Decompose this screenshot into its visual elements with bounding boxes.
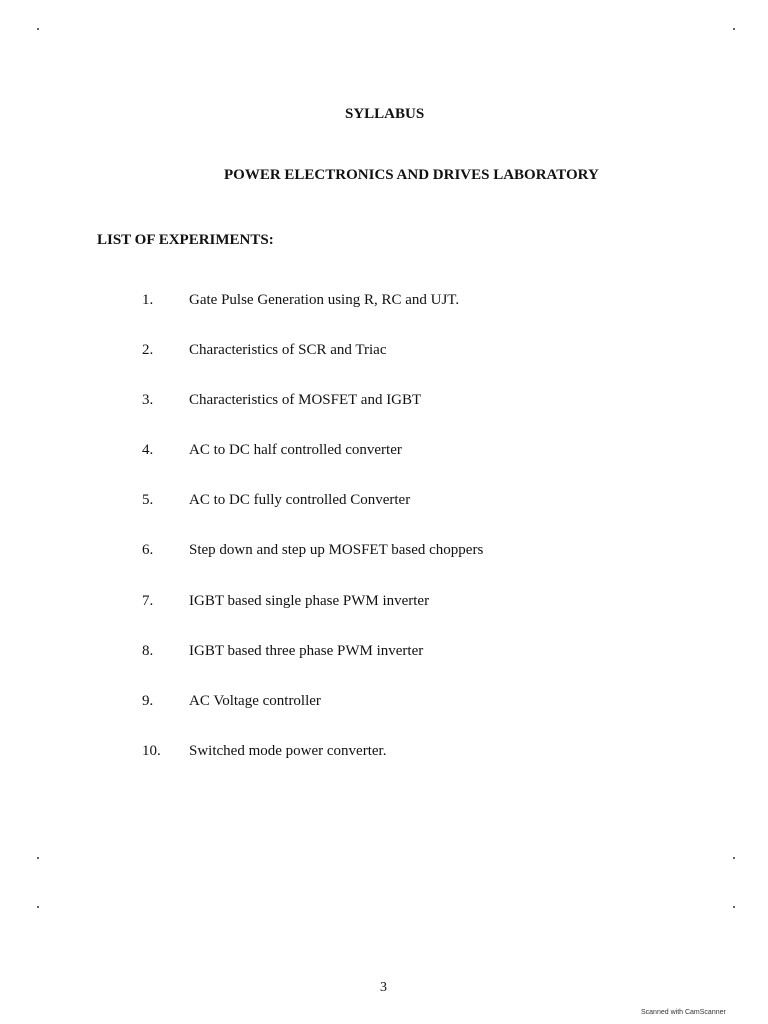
item-number: 5. <box>142 492 154 508</box>
item-text: IGBT based three phase PWM inverter <box>189 643 424 659</box>
item-number: 8. <box>142 643 154 659</box>
item-number: 4. <box>142 442 154 458</box>
item-number: 7. <box>142 593 154 609</box>
scanner-watermark: Scanned with CamScanner <box>641 1009 726 1016</box>
corner-mark <box>37 28 39 30</box>
experiments-list-heading: LIST OF EXPERIMENTS: <box>97 232 274 248</box>
page-number: 3 <box>380 980 387 995</box>
item-number: 1. <box>142 292 154 308</box>
corner-mark <box>733 906 735 908</box>
item-number: 9. <box>142 693 154 709</box>
item-number: 3. <box>142 392 154 408</box>
item-number: 10. <box>142 743 161 759</box>
page-title: SYLLABUS <box>345 106 425 122</box>
corner-mark <box>37 857 39 859</box>
corner-mark <box>733 857 735 859</box>
item-number: 2. <box>142 342 154 358</box>
item-text: Characteristics of MOSFET and IGBT <box>189 392 422 408</box>
corner-mark <box>37 906 39 908</box>
item-number: 6. <box>142 542 154 558</box>
item-text: AC to DC half controlled converter <box>189 442 402 458</box>
item-text: IGBT based single phase PWM inverter <box>189 593 430 609</box>
corner-mark <box>733 28 735 30</box>
item-text: AC Voltage controller <box>189 693 321 709</box>
item-text: Gate Pulse Generation using R, RC and UJT. <box>189 292 460 308</box>
lab-title: POWER ELECTRONICS AND DRIVES LABORATORY <box>224 167 599 183</box>
item-text: Characteristics of SCR and Triac <box>189 342 387 358</box>
item-text: AC to DC fully controlled Converter <box>189 492 411 508</box>
item-text: Switched mode power converter. <box>189 743 387 759</box>
item-text: Step down and step up MOSFET based choppers <box>189 542 484 558</box>
